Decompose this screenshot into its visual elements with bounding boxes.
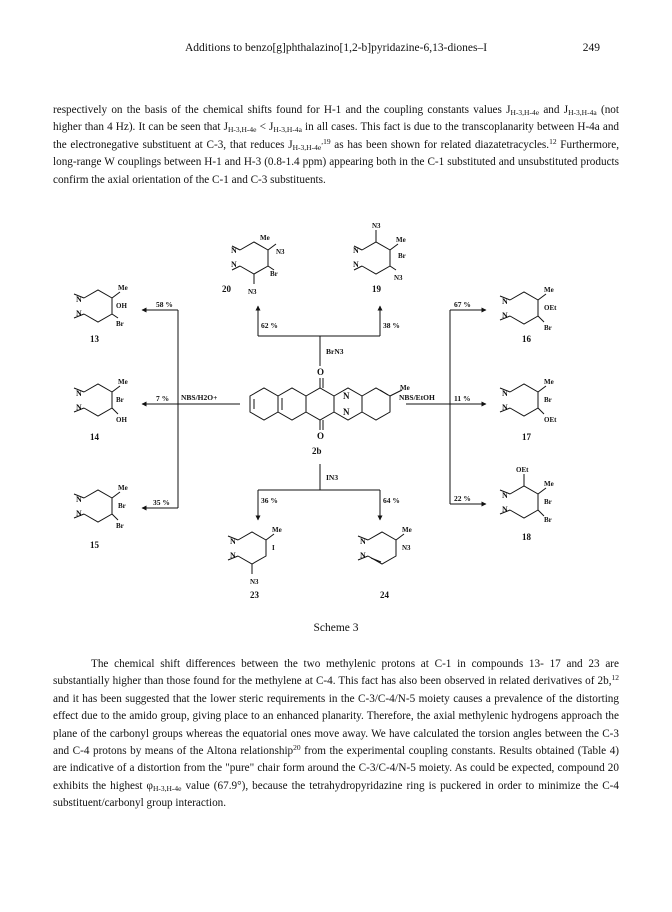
substituent-br: Br	[544, 498, 552, 506]
text-line: been shown for related diazatetracycles.	[366, 138, 550, 151]
yield-15: 35 %	[153, 498, 170, 507]
substituent-n3: N3	[248, 288, 257, 296]
subscript: H-3,H-4e	[227, 125, 257, 135]
yield-19: 38 %	[383, 321, 400, 330]
reagent-right: NBS/EtOH	[399, 393, 435, 402]
running-title: Additions to benzo[g]phthalazino[1,2-b]pyridazine-6,13-diones–I	[184, 42, 488, 54]
atom-n: N	[76, 403, 82, 412]
atom-me: Me	[544, 480, 554, 488]
atom-n: N	[230, 551, 236, 560]
compound-label-13: 13	[90, 334, 99, 344]
text-line: ring is puckered in order to minimize the C-4 substituent/carbonyl group interaction.	[53, 779, 619, 810]
substituent-n3: N3	[372, 222, 381, 230]
subscript: H-3,H-4e	[510, 108, 540, 117]
substituent-br: Br	[544, 396, 552, 404]
reaction-scheme	[50, 218, 620, 608]
text-line: value (67.9°), because the tetrahydropyridazine	[181, 779, 403, 792]
atom-n: N	[76, 309, 82, 318]
atom-n: N	[360, 537, 366, 546]
compound-label-16: 16	[522, 334, 531, 344]
atom-n: N	[502, 389, 508, 398]
yield-17: 11 %	[454, 394, 471, 403]
text-line: from the experimental coupling constants. Results obtained (Table	[300, 745, 607, 758]
scheme-caption: Scheme 3	[313, 622, 359, 634]
text-line: planarity. Therefore, the axial methylenic hydrogens approach the plane of the carbonyl groups whereas	[53, 710, 619, 740]
subscript: H-3,H-4e	[292, 142, 322, 152]
reagent-top: BrN3	[326, 347, 344, 356]
text-line: (0.8-1.4 ppm) appearing both in the C-1 substituted and unsubstituted products confirm the axial	[53, 156, 620, 186]
atom-me: Me	[260, 234, 270, 242]
atom-n: N	[502, 505, 508, 514]
reference-superscript: 12	[611, 673, 619, 683]
paragraph-2	[53, 656, 619, 813]
text-line: in all cases. This fact is due to the	[301, 121, 459, 134]
atom-n: N	[502, 403, 508, 412]
subscript: H-3,H-4a	[273, 125, 302, 135]
atom-n: N	[360, 551, 366, 560]
atom-n: N	[502, 491, 508, 500]
reference-superscript: 12	[549, 136, 557, 146]
atom-me: Me	[118, 284, 128, 292]
compound-label-20: 20	[222, 284, 231, 294]
compound-label-14: 14	[90, 432, 99, 442]
text-line: by means of the Altona relationship	[130, 745, 294, 758]
atom-me: Me	[118, 484, 128, 492]
text-line: moiety causes a prevalence of the distorting effect due to the amido group, giving place to an enhanced	[53, 692, 619, 723]
atom-n: N	[231, 260, 237, 269]
text-line: 23 are substantially higher than those found for the methylene at C-4. This fact has also been observed in	[53, 658, 619, 688]
substituent-oh: OH	[116, 302, 127, 310]
atom-n: N	[231, 246, 237, 255]
substituent-oet: OEt	[544, 416, 557, 424]
text-line: orientation of the C-1 and C-3 substituents.	[132, 173, 326, 186]
atom-me: Me	[118, 378, 128, 386]
atom-me: Me	[396, 236, 406, 244]
substituent-n3: N3	[276, 248, 285, 256]
atom-n: N	[230, 537, 236, 546]
atom-n: N	[76, 389, 82, 398]
page-number: 249	[582, 42, 600, 54]
substituent-br: Br	[544, 516, 552, 524]
compound-label-24: 24	[380, 590, 389, 600]
text-line: and	[539, 104, 560, 116]
atom-n: N	[353, 246, 359, 255]
atom-n: N	[76, 295, 82, 304]
substituent-br: Br	[544, 324, 552, 332]
reference-superscript: 20	[293, 743, 301, 753]
atom-me: Me	[544, 286, 554, 294]
substituent-n3: N3	[250, 578, 259, 586]
compound-label-17: 17	[522, 432, 531, 442]
text-line: be expected, compound 20 exhibits the highest φ	[53, 762, 619, 792]
compound-label-23: 23	[250, 590, 259, 600]
compound-label-18: 18	[522, 532, 531, 542]
substituent-br: Br	[270, 270, 278, 278]
yield-20: 62 %	[261, 321, 278, 330]
text-line: respectively on the basis of the chemical shifts found for H-1 and the coupling constants values J	[53, 104, 511, 116]
substituent-br: Br	[116, 320, 124, 328]
text-line: The chemical shift differences between the two methylenic protons at C-1 in compounds 13- 17 and	[91, 658, 583, 670]
compound-label-2b: 2b	[312, 446, 322, 456]
substituent-br: Br	[116, 522, 124, 530]
substituent-n3: N3	[402, 544, 411, 552]
reagent-left: NBS/H2O+	[181, 393, 218, 402]
atom-n: N	[502, 297, 508, 306]
yield-13: 58 %	[156, 300, 173, 309]
substituent-oh: OH	[116, 416, 127, 424]
yield-16: 67 %	[454, 300, 471, 309]
text-line: the equatorial ones move away. We have calculated the torsion angles between the C-3 and C-4 protons	[53, 727, 619, 758]
reference-superscript: ,19	[321, 136, 331, 146]
atom-n: N	[343, 391, 350, 401]
text-line: as has	[330, 138, 363, 151]
compound-label-19: 19	[372, 284, 381, 294]
text-line: and it has been suggested that the lower steric requirements in the C-3/C-4/N-5	[53, 692, 416, 705]
reagent-bottom: IN3	[326, 473, 339, 482]
text-line: transcoplanarity between H-4a and the electronegative substituent at C-3, that reduces J	[53, 121, 620, 151]
text-line: related derivatives of 2b,	[499, 675, 612, 688]
atom-me: Me	[402, 526, 412, 534]
substituent-n3: N3	[394, 274, 403, 282]
atom-n: N	[343, 407, 350, 417]
yield-24: 64 %	[383, 496, 400, 505]
yield-18: 22 %	[454, 494, 471, 503]
atom-me: Me	[544, 378, 554, 386]
atom-me: Me	[400, 384, 410, 392]
yield-14: 7 %	[156, 394, 170, 403]
atom-n: N	[502, 311, 508, 320]
atom-me: Me	[272, 526, 282, 534]
paragraph-1: respectively on the basis of the chemical shifts found for H-1 and the coupling constants values $J_{H-3,H-4e}$ and $J_{H-3,H-4a}$ (not higher than 4 Hz). It can be seen that $J_{H-3,H-4e} < J_{H-3,H-4a}$ in all cases. This fact is due to the transcoplanarity between H-4a and the electronegative substituent at C-3, that reduces $J_{H-3,H-4e}^{,19}$ as has been shown for related diazatetracycles.$^{12}$ Furthermore, long-range W couplings between H-1 and H-3 (0.8-1.4 ppm) appearing both in the C-1 substituted and unsubstituted products confirm the axial orientation of the C-1 and C-3 substituents.	[53, 104, 620, 186]
text-line: Furthermore, long-range W couplings between H-1 and H-3	[53, 138, 620, 169]
subscript: H-3,H-4a	[568, 108, 597, 117]
substituent-br: Br	[116, 396, 124, 404]
text-line: (not higher than 4 Hz). It can be seen that J	[53, 104, 619, 134]
atom-o: O	[317, 431, 325, 441]
substituent-br: Br	[118, 502, 126, 510]
atom-n: N	[76, 495, 82, 504]
subscript: H-3,H-4e	[152, 783, 182, 793]
compound-label-15: 15	[90, 540, 99, 550]
atom-o: O	[317, 367, 325, 377]
text-line: < J	[256, 121, 274, 134]
substituent-br: Br	[398, 252, 406, 260]
yield-23: 36 %	[261, 496, 278, 505]
atom-n: N	[353, 260, 359, 269]
atom-n: N	[76, 509, 82, 518]
substituent-oet: OEt	[516, 466, 529, 474]
text-line: 4) are indicative of a distortion from the "pure" chair form around the C-3/C-4/N-5 moiety. As could	[53, 745, 620, 775]
substituent-i: I	[272, 544, 275, 552]
substituent-oet: OEt	[544, 304, 557, 312]
